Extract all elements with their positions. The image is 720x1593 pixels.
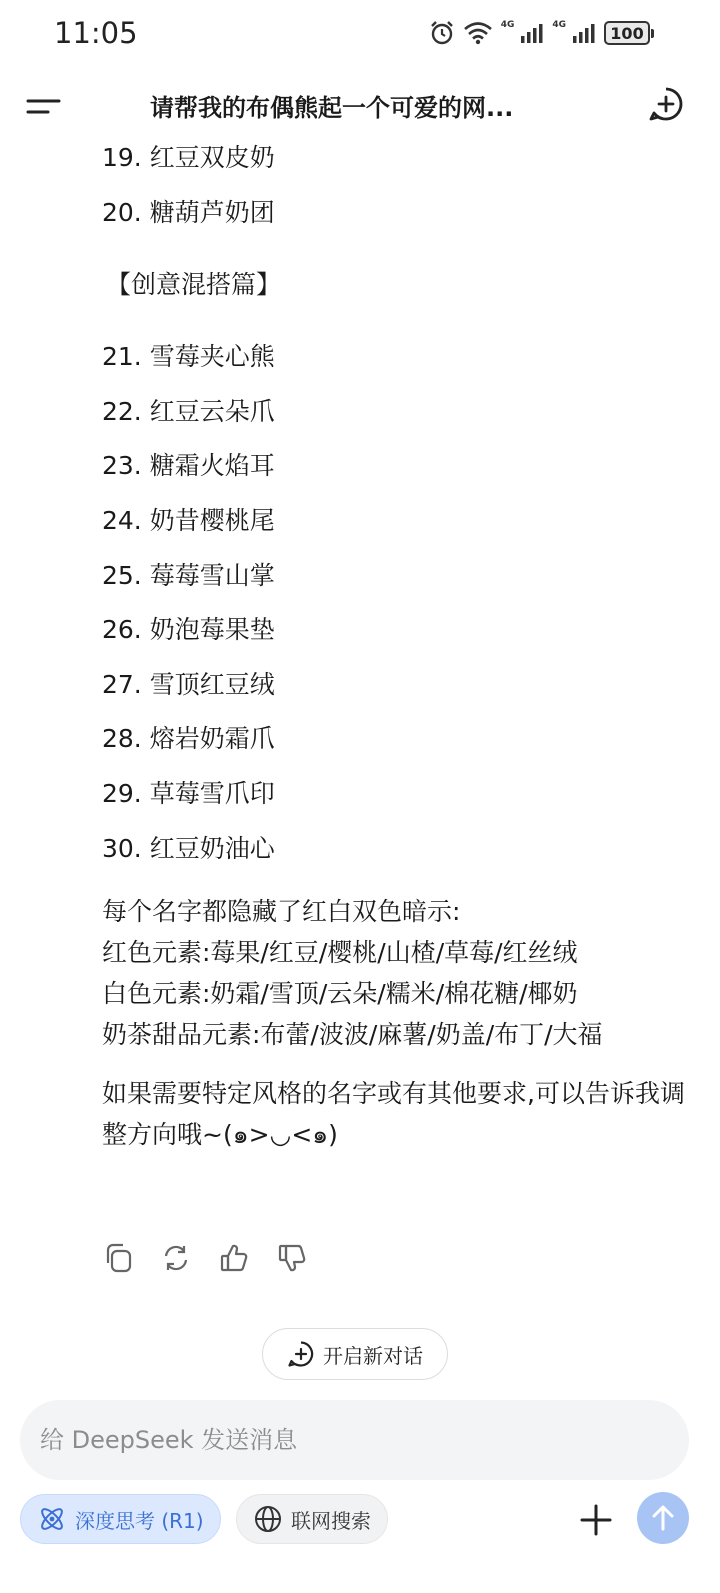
list-item: 21. 雪莓夹心熊 bbox=[102, 342, 275, 372]
battery-icon bbox=[604, 21, 654, 45]
status-icons bbox=[429, 20, 654, 46]
list-item: 26. 奶泡莓果垫 bbox=[102, 615, 275, 645]
message-input[interactable] bbox=[20, 1400, 689, 1480]
status-bar bbox=[0, 0, 720, 72]
battery-tip bbox=[651, 29, 654, 38]
send-button[interactable] bbox=[637, 1492, 689, 1544]
hint-line: 每个名字都隐藏了红白双色暗示: bbox=[102, 897, 461, 927]
app-header bbox=[0, 74, 720, 134]
hint-line: 红色元素:莓果/红豆/樱桃/山楂/草莓/红丝绒 bbox=[102, 938, 578, 968]
web-search-toggle[interactable] bbox=[236, 1494, 388, 1544]
wifi-icon bbox=[463, 21, 493, 45]
hint-line: 白色元素:奶霜/雪顶/云朵/糯米/棉花糖/椰奶 bbox=[102, 979, 578, 1009]
list-item: 30. 红豆奶油心 bbox=[102, 833, 275, 863]
new-chat-icon bbox=[287, 1340, 315, 1368]
battery-level: 100 bbox=[604, 21, 650, 45]
list-item: 23. 糖霜火焰耳 bbox=[102, 451, 275, 481]
list-item: 28. 熔岩奶霜爪 bbox=[102, 724, 275, 754]
page-title: 请帮我的布偶熊起一个可爱的网... bbox=[150, 94, 514, 122]
new-conversation-label: 开启新对话 bbox=[323, 1343, 423, 1368]
closing-paragraph: 如果需要特定风格的名字或有其他要求,可以告诉我调整方向哦~(๑>◡<๑) bbox=[102, 1079, 685, 1150]
list-item: 24. 奶昔樱桃尾 bbox=[102, 505, 275, 535]
thumbs-up-icon[interactable] bbox=[218, 1240, 250, 1276]
bottom-toolbar bbox=[0, 1494, 720, 1546]
signal-icon-1 bbox=[520, 22, 544, 44]
name-list-a bbox=[102, 138, 692, 247]
list-item: 19. 红豆双皮奶 bbox=[102, 143, 275, 172]
hint-line: 奶茶甜品元素:布蕾/波波/麻薯/奶盖/布丁/大福 bbox=[102, 1020, 603, 1050]
list-item: 22. 红豆云朵爪 bbox=[102, 396, 275, 426]
status-time: 11:05 bbox=[54, 16, 138, 50]
menu-icon[interactable] bbox=[26, 92, 62, 120]
network-type-1: 4G bbox=[500, 20, 515, 30]
list-item: 29. 草莓雪爪印 bbox=[102, 778, 275, 808]
deep-think-label: 深度思考 (R1) bbox=[75, 1508, 204, 1533]
globe-icon bbox=[253, 1504, 283, 1534]
deep-think-toggle[interactable] bbox=[20, 1494, 221, 1544]
message-input-box[interactable] bbox=[20, 1400, 689, 1480]
plus-icon[interactable] bbox=[578, 1502, 614, 1538]
alarm-icon bbox=[429, 20, 455, 46]
copy-icon[interactable] bbox=[102, 1240, 134, 1276]
hint-paragraph bbox=[102, 891, 692, 1055]
section-title: 【创意混搭篇】 bbox=[106, 270, 282, 300]
message-actions bbox=[102, 1240, 308, 1276]
regenerate-icon[interactable] bbox=[160, 1240, 192, 1276]
network-type-2: 4G bbox=[552, 20, 566, 30]
new-conversation-button[interactable] bbox=[262, 1328, 448, 1380]
thumbs-down-icon[interactable] bbox=[276, 1240, 308, 1276]
list-item: 20. 糖葫芦奶团 bbox=[102, 197, 275, 227]
name-list-b bbox=[102, 337, 692, 883]
web-search-label: 联网搜索 bbox=[291, 1508, 371, 1533]
arrow-up-icon bbox=[650, 1504, 676, 1532]
signal-icon-2 bbox=[572, 22, 596, 44]
list-item: 25. 莓莓雪山掌 bbox=[102, 560, 275, 590]
new-chat-icon[interactable] bbox=[648, 86, 684, 122]
atom-icon bbox=[37, 1504, 67, 1534]
assistant-message bbox=[102, 138, 692, 1155]
list-item: 27. 雪顶红豆绒 bbox=[102, 669, 275, 699]
